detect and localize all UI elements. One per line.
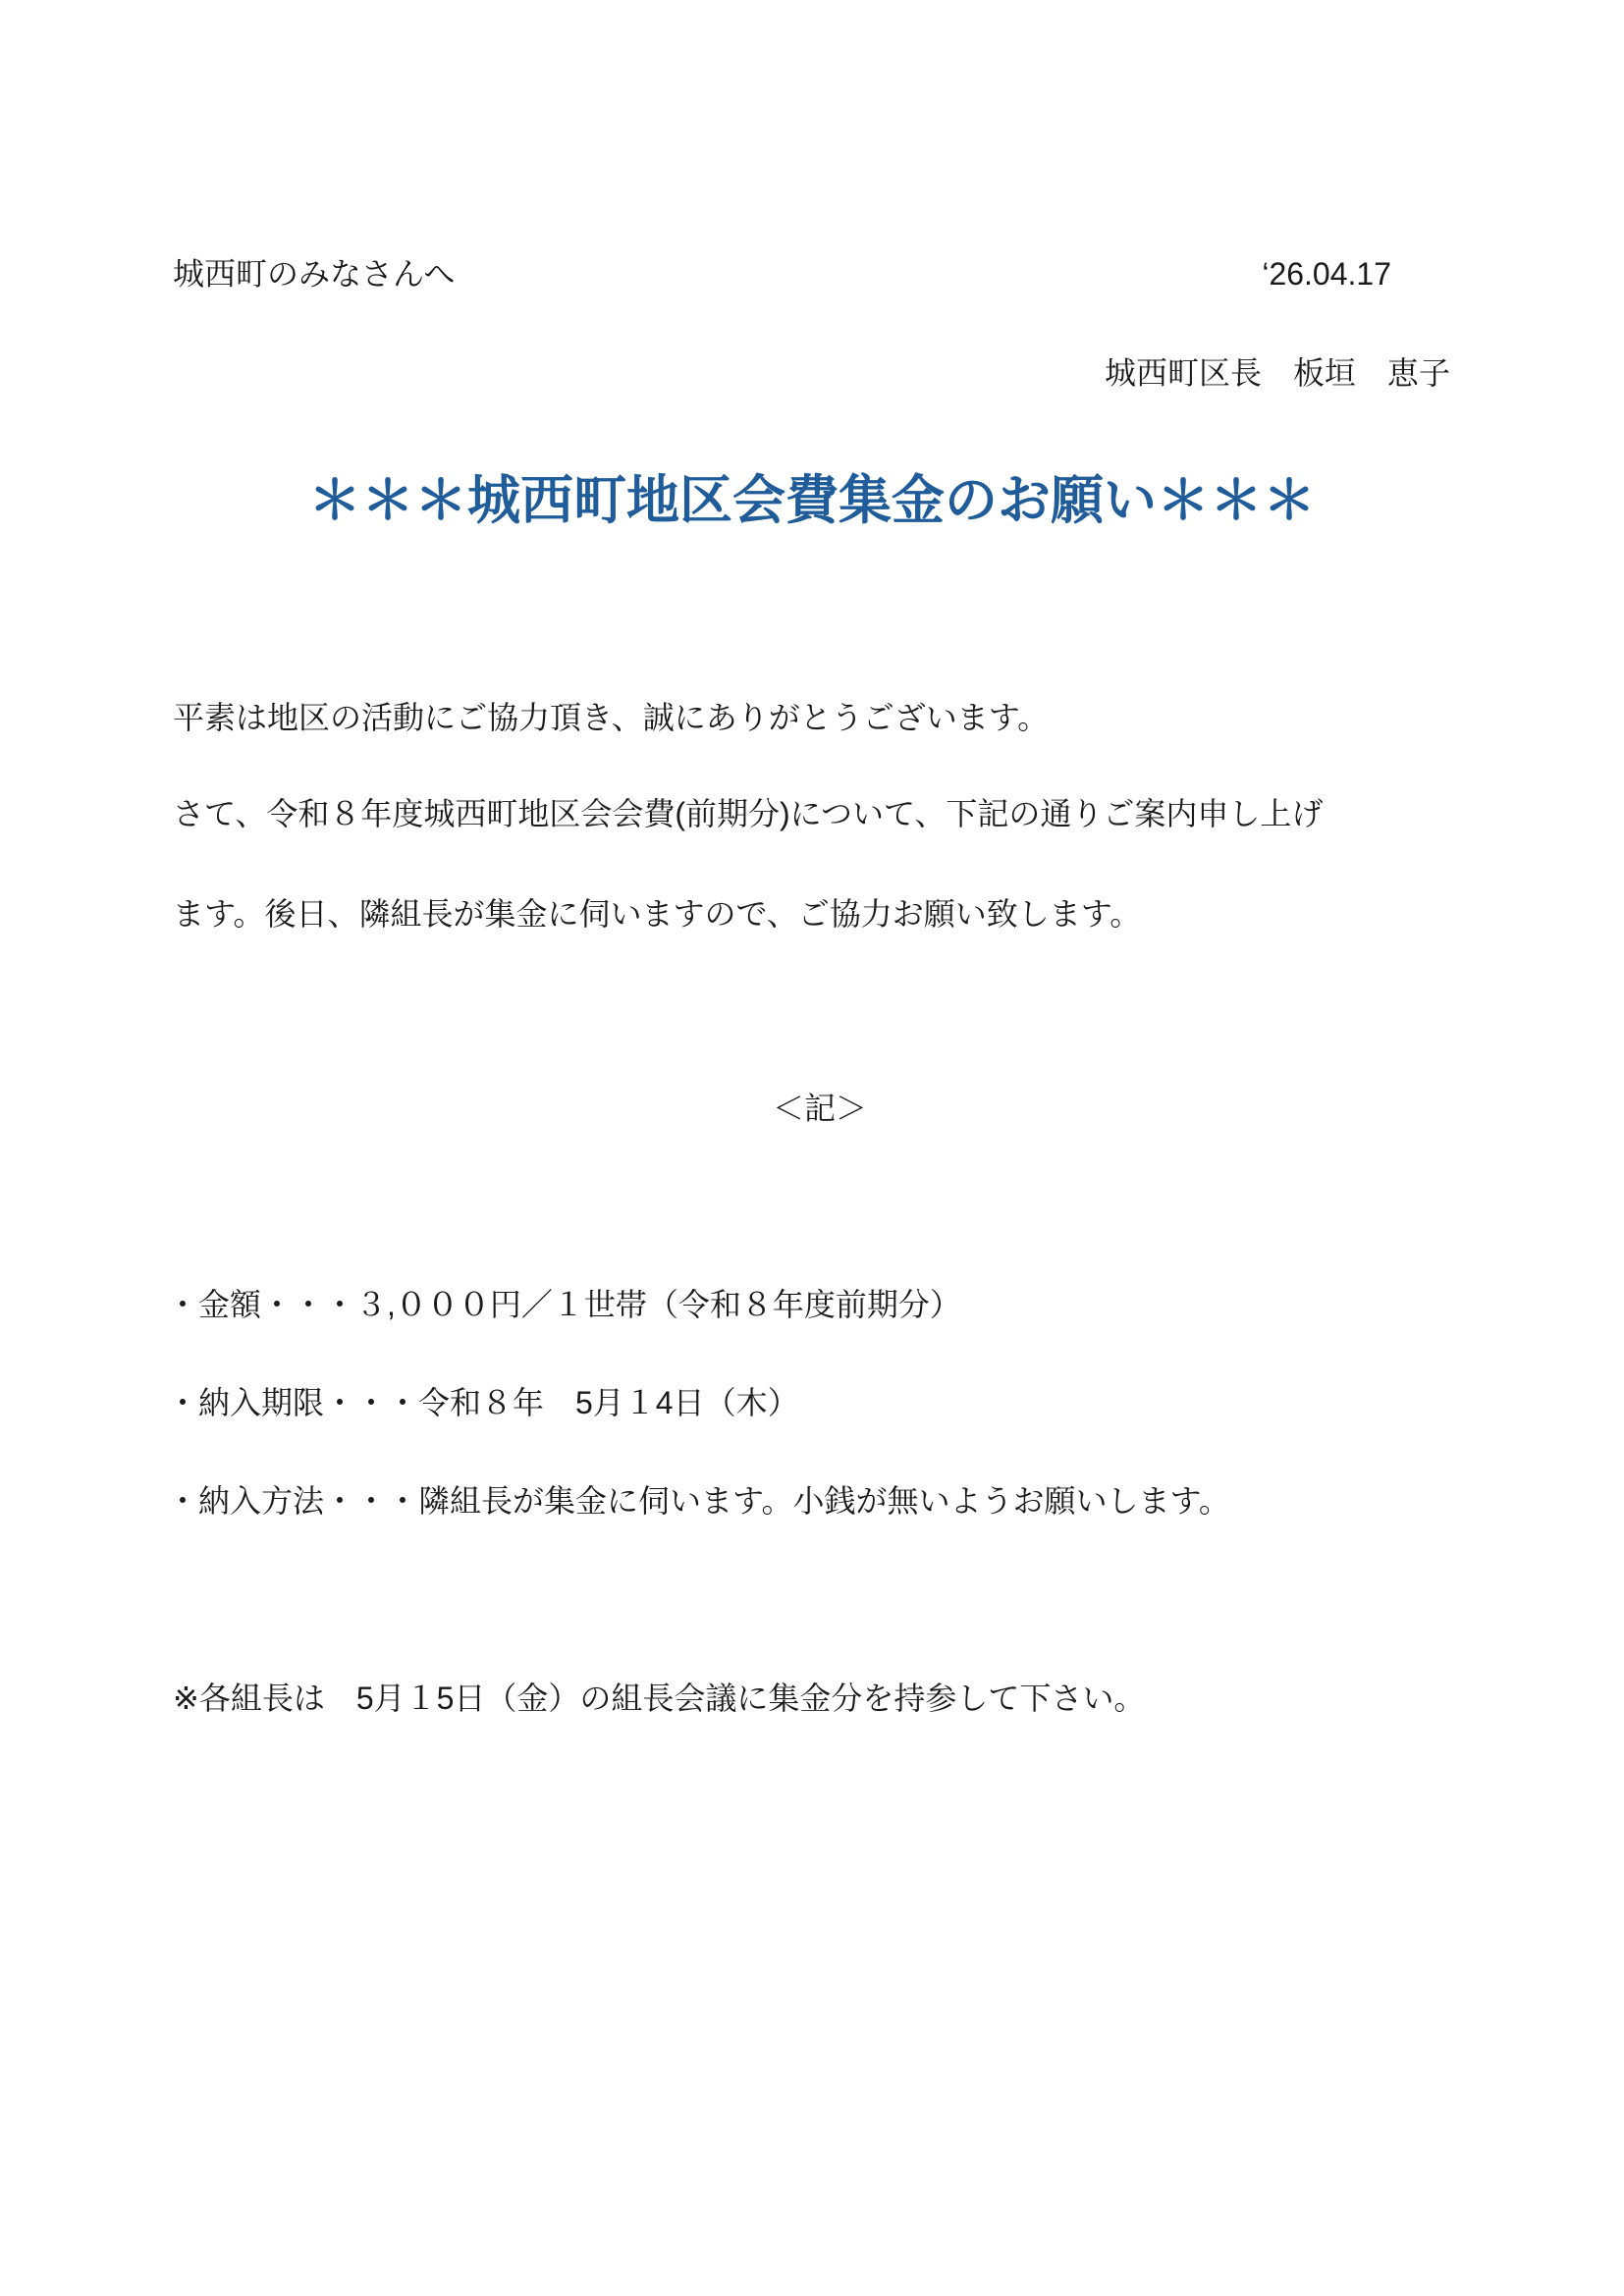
body-line-2: さて、令和８年度城西町地区会会費(前期分)について、下記の通りご案内申し上げ xyxy=(173,796,1324,831)
ki-heading: ＜記＞ xyxy=(772,1091,867,1126)
date: ‘26.04.17 xyxy=(1262,256,1391,292)
body-line-1: 平素は地区の活動にご協力頂き、誠にありがとうございます。 xyxy=(173,700,1050,735)
body-line-3: ます。後日、隣組長が集金に伺いますので、ご協力お願い致します。 xyxy=(173,896,1142,932)
note: ※各組長は 5月１5日（金）の組長会議に集金分を持参して下さい。 xyxy=(173,1681,1146,1716)
recipient: 城西町のみなさんへ xyxy=(173,256,456,292)
item-amount: ・金額・・・３,０００円／１世帯（令和８年度前期分） xyxy=(167,1287,961,1322)
item-deadline: ・納入期限・・・令和８年 5月１4日（木） xyxy=(167,1385,799,1420)
author: 城西町区長 板垣 恵子 xyxy=(1104,355,1450,391)
page-title: ＊＊＊城西町地区会費集金のお願い＊＊＊ xyxy=(308,471,1316,530)
item-method: ・納入方法・・・隣組長が集金に伺います。小銭が無いようお願いします。 xyxy=(167,1483,1230,1519)
